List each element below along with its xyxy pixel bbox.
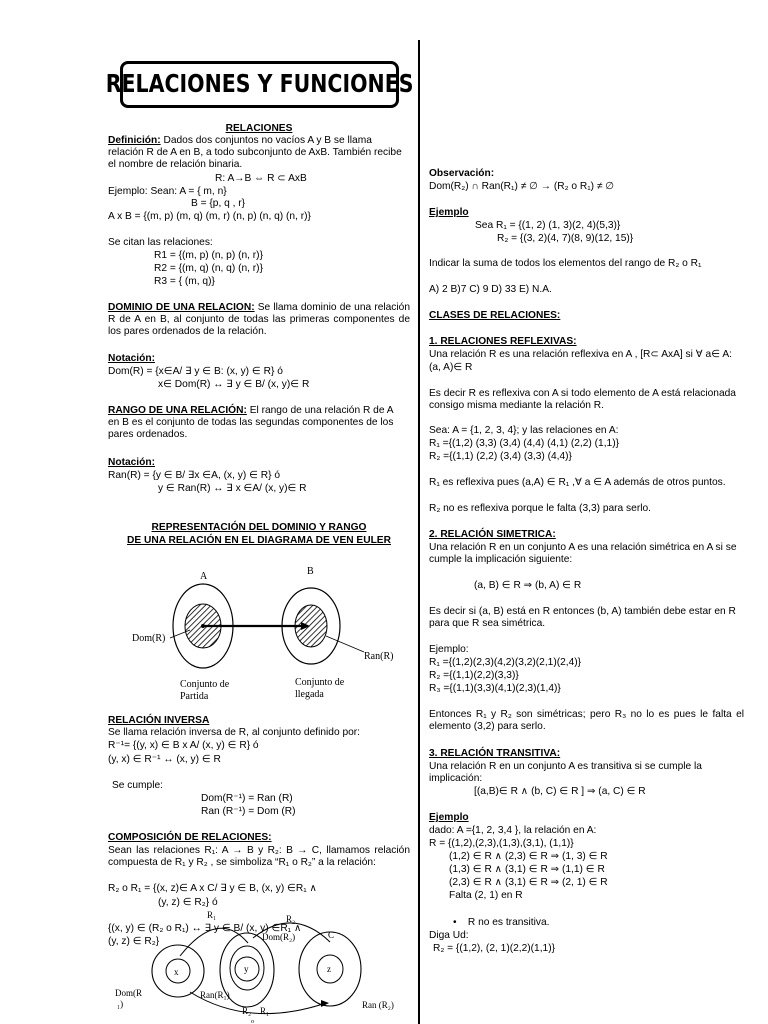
se-cumple-line: Se cumple: [112,780,163,791]
diag-r2-top: R₂ [286,914,296,924]
dominio-label: DOMINIO DE UNA RELACION: [108,302,255,313]
ejemplo-r2: R₂ = {(3, 2)(4, 7)(8, 9)(12, 15)} [497,233,634,244]
reflexivas-es-decir: Es decir R es reflexiva con A si todo elemento de A está relacionada consigo misma mediante la relación R. [429,388,736,412]
inversa-line-3: (y, x) ∈ R⁻¹ ↔ (x, y) ∈ R [108,754,221,765]
notacion-2-line-2: y ∈ Ran(R) ↔ ∃ x ∈A/ (x, y)∈ R [158,483,307,494]
r1-line: R1 = {(m, p) (n, p) (n, r)} [154,250,263,261]
page-title-box [105,61,414,108]
ejemplo-line-1: Ejemplo: Sean: A = { m, n} [108,186,227,197]
venn-diagram [120,560,410,705]
representacion-heading-1: REPRESENTACIÓN DEL DOMINIO Y RANGO [151,522,367,533]
reflexivas-heading: 1. RELACIONES REFLEXIVAS: [429,336,577,347]
transitiva-text: Una relación R en un conjunto A es transitiva si se cumple la implicación: [429,761,702,785]
transitiva-bullet-text: R no es transitiva. [467,917,550,928]
simetrica-formula: (a, B) ∈ R ⇒ (b, A) ∈ R [474,580,582,591]
diag-r2-bottom: R₂ [242,1006,252,1016]
r2-line: R2 = {(m, q) (n, q) (n, r)} [154,263,263,274]
definicion-label: Definición: [108,135,161,146]
inversa-line-1: Se llama relación inversa de R, al conjunto definido por: [108,727,361,738]
ran-pointer [326,636,364,652]
simetrica-conclusion: Entonces R₁ y R₂ son simétricas; pero R₃ no lo es pues le falta el elemento (3,2) para serlo. [429,709,744,733]
transitiva-r: R = {(1,2),(2,3),(1,3),(3,1), (1,1)} [429,838,574,849]
rango-text: El rango de una relación R de A en B es el conjunto de todas las segundas componentes de los pares ordenados. [108,405,394,441]
dominio-paragraph [108,302,410,339]
llegada-label-2: llegada [295,689,324,700]
transitiva-falta: Falta (2, 1) en R [449,890,523,901]
reflexivas-obs-1: R₁ es reflexiva pues (a,A) ∈ R₁ ,∀ a ∈ A además de otros puntos. [429,477,726,488]
reflexivas-line-2: (a, A)∈ R [429,362,473,373]
simetrica-heading: 2. RELACIÓN SIMETRICA: [429,529,556,540]
ejemplo-label: Ejemplo [429,207,469,218]
composicion-heading: COMPOSICIÓN DE RELACIONES: [108,832,272,843]
transitiva-line-2: (1,3) ∈ R ∧ (3,1) ∈ R ⇒ (1,1) ∈ R [449,864,605,875]
diga-r2: R₂ = {(1,2), (2, 1)(2,2)(1,1)} [433,943,556,954]
diag-r1-bottom: R₁ [260,1006,270,1016]
bullet-icon: • [453,917,457,928]
representacion-heading-2: DE UNA RELACIÓN EN EL DIAGRAMA DE VEN EULER [127,535,391,546]
partida-label-2: Partida [180,691,209,702]
arrow-tail-dot [201,624,205,628]
notacion-2-line-1: Ran(R) = {y ∈ B/ ∃x ∈A, (x, y) ∈ R} ó [108,470,281,481]
diag-r1-top: R₁ [207,910,217,920]
diag-z: z [327,964,331,974]
diag-dom-r1-sub: ₁) [117,999,124,1009]
diag-dom-r1: Dom(R [115,988,142,998]
column-divider [418,40,420,1024]
se-citan-line: Se citan las relaciones: [108,237,213,248]
rango-paragraph [108,405,406,442]
cumple-line-2: Ran (R⁻¹) = Dom (R) [201,806,296,817]
diga-line: Diga Ud: [429,930,469,941]
reflexivas-obs-2: R₂ no es reflexiva porque le falta (3,3) para serlo. [429,503,651,514]
notacion-1-line-1: Dom(R) = {x∈A/ ∃ y ∈ B: (x, y) ∈ R} ó [108,366,283,377]
transitiva-formula: [(a,B)∈ R ∧ (b, C) ∈ R ] ⇒ (a, C) ∈ R [474,786,646,797]
page-title: RELACIONES Y FUNCIONES [105,69,414,99]
observacion-line: Dom(R₂) ∩ Ran(R₁) ≠ ∅ → (R₂ o R₁) ≠ ∅ [429,181,615,192]
simetrica-text: Una relación R en un conjunto A es una relación simétrica en A si se cumple la implicación siguiente: [429,542,737,566]
diag-ran-r2: Ran (R₂) [362,1000,394,1010]
reflexivas-line-1: Una relación R es una relación reflexiva en A , [R⊂ AxA] si ∀ a∈ A: [429,349,732,360]
cumple-line-1: Dom(R⁻¹) = Ran (R) [201,793,293,804]
simetrica-r2: R₂ ={(1,1)(2,2)(3,3)} [429,670,519,681]
inversa-heading: RELACIÓN INVERSA [108,715,210,726]
diag-x: x [174,967,179,977]
clases-heading: CLASES DE RELACIONES: [429,310,561,321]
definicion-paragraph [108,135,404,172]
venn-dom-label: Dom(R) [132,633,166,644]
simetrica-es-decir: Es decir si (a, B) está en R entonces (b, A) también debe estar en R para que R sea simétrica. [429,606,736,630]
diag-o-bottom: o [251,1019,254,1024]
ejemplo-r1: Sea R₁ = {(1, 2) (1, 3)(2, 4)(5,3)} [475,220,621,231]
composicion-line-1: R₂ o R₁ = {(x, z)∈ A x C/ ∃ y ∈ B, (x, y) ∈R₁ ∧ [108,883,317,894]
reflexivas-r2: R₂ ={(1,1) (2,2) (3,4) (3,3) (4,4)} [429,451,572,462]
dominio-text: Se llama dominio de una relación R de A en B, al conjunto de todas las primeras componentes de los pares ordenados de la relación. [108,302,410,338]
ejemplo-line-2: B = {p, q , r} [191,198,246,209]
transitiva-bullet-item [453,917,549,929]
rango-label: RANGO DE UNA RELACIÓN: [108,405,247,416]
definicion-text: Dados dos conjuntos no vacíos A y B se llama relación R de A en B, a todo subconjunto de AxB. También recibe el nombre de relación binaria. [108,135,402,171]
answer-options: A) 2 B)7 C) 9 D) 33 E) N.A. [429,284,552,295]
axb-line: A x B = {(m, p) (m, q) (m, r) (n, p) (n, q) (n, r)} [108,211,311,222]
definicion-formula: R: A→B ⇔ R ⊂ AxB [215,173,307,184]
notacion-1-label: Notación: [108,353,155,364]
venn-ran-label: Ran(R) [364,651,394,662]
relaciones-heading: RELACIONES [225,123,293,134]
reflexivas-sea: Sea: A = {1, 2, 3, 4}; y las relaciones en A: [429,425,619,436]
simetrica-r1: R₁ ={(1,2)(2,3)(4,2)(3,2)(2,1)(2,4)} [429,657,582,668]
simetrica-r3: R₃ ={(1,1)(3,3)(4,1)(2,3)(1,4)} [429,683,561,694]
notacion-2-label: Notación: [108,457,155,468]
diag-ran-r1: Ran(R₁) [200,990,230,1000]
r3-line: R3 = { (m, q)} [154,276,215,287]
composicion-line-4: (y, z) ∈ R₂} [108,936,160,947]
composicion-line-3: {(x, y) ∈ (R₂ o R₁) ↔ ∃ y ∈ B/ (x, y) ∈R₁ ∧ [108,923,302,934]
composicion-line-2: (y, z) ∈ R₂} ó [158,897,218,908]
notacion-1-line-2: x∈ Dom(R) ↔ ∃ y ∈ B/ (x, y)∈ R [158,379,310,390]
simetrica-ejemplo: Ejemplo: [429,644,469,655]
llegada-label-1: Conjunto de [295,677,345,688]
reflexivas-r1: R₁ ={(1,2) (3,3) (3,4) (4,4) (4,1) (2,2) (1,1)} [429,438,619,449]
diag-c-label: C [328,930,335,940]
transitiva-dado: dado: A ={1, 2, 3,4 }, la relación en A: [429,825,597,836]
composition-diagram [108,908,408,1024]
observacion-label: Observación: [429,168,495,179]
indicar-line: Indicar la suma de todos los elementos del rango de R₂ o R₁ [429,258,702,269]
venn-label-a: A [200,571,208,582]
diag-dom-r2: Dom(R₂) [262,932,296,942]
transitiva-heading: 3. RELACIÓN TRANSITIVA: [429,748,561,759]
transitiva-ejemplo: Ejemplo [429,812,469,823]
partida-label-1: Conjunto de [180,679,230,690]
composicion-text: Sean las relaciones R₁: A → B y R₂: B → C, llamamos relación compuesta de R₁ y R₂ , se simboliza “R₁ o R₂” a la relación: [108,845,410,869]
venn-label-b: B [307,566,314,577]
arrow-r1-curve [180,928,248,956]
transitiva-line-3: (2,3) ∈ R ∧ (3,1) ∈ R ⇒ (2, 1) ∈ R [449,877,608,888]
transitiva-line-1: (1,2) ∈ R ∧ (2,3) ∈ R ⇒ (1, 3) ∈ R [449,851,608,862]
inversa-line-2: R⁻¹= {(y, x) ∈ B x A/ (x, y) ∈ R} ó [108,740,259,751]
diag-y: y [244,964,249,974]
